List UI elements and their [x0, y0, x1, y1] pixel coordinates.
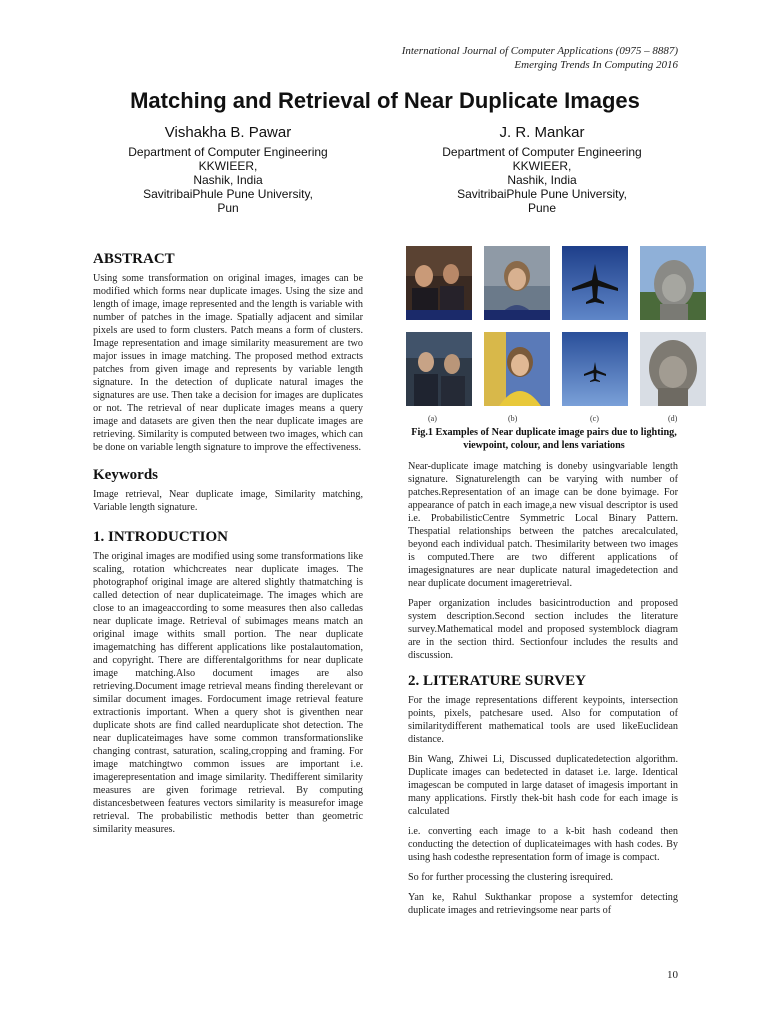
paragraph: Near-duplicate image matching is doneby usingvariable length signature. Signaturelength can be varying with number of patches.Representation of an image can be done byimage. For appearance of patch in each image,a new visual descriptor is used i.e. ProbabilisticCentre Symmetric Local Binary Pattern. Thespatial relationships between the patches arecalculated, beyond each individual patch. Thesimilarity between two images is computed.There are two different applications of imagesignatures are near duplicate natural imagedetection and near duplicate document imageretrieval. [408, 461, 678, 589]
author-institute: KKWIEER, [198, 159, 258, 173]
author-city: Nashik, India [193, 173, 263, 187]
page-number: 10 [667, 969, 678, 981]
author-name: J. R. Mankar [499, 124, 585, 141]
journal-name: International Journal of Computer Applications (0975 – 8887) [401, 45, 678, 57]
figure-image-a-top [406, 246, 472, 320]
figure-image-d-bottom [640, 332, 706, 406]
journal-issue: Emerging Trends In Computing 2016 [514, 59, 678, 71]
paragraph: For the image representations different keypoints, intersection points, pixels, patchesare used. Also for computation of similaritydifferent mathematical tools are used likeEuclidean distance. [408, 695, 678, 745]
author-name: Vishakha B. Pawar [164, 124, 292, 141]
figure-1 [404, 246, 684, 422]
keywords-text: Image retrieval, Near duplicate image, Similarity matching, Variable length signature. [93, 489, 363, 513]
literature-survey-heading: 2. LITERATURE SURVEY [408, 673, 586, 689]
keywords-heading: Keywords [93, 467, 158, 483]
author-university-tail: Pun [217, 201, 239, 215]
right-column [408, 460, 678, 924]
paragraph: i.e. converting each image to a k-bit hash codeand then conducting the detection of duplicateimages with hash codes. By using hash codesthe representation form of image is compact. [408, 826, 678, 863]
figure-caption: Fig.1 Examples of Near duplicate image pairs due to lighting, viewpoint, colour, and lens variations [411, 427, 677, 451]
author-institute: KKWIEER, [512, 159, 572, 173]
author-block-1 [78, 124, 378, 215]
figure-image-c-top [562, 246, 628, 320]
figure-label-d: (d) [668, 414, 678, 423]
author-department: Department of Computer Engineering [442, 145, 642, 159]
figure-label-c: (c) [590, 414, 599, 423]
left-column [93, 250, 363, 843]
figure-image-b-bottom [484, 332, 550, 406]
paper-title: Matching and Retrieval of Near Duplicate Images [130, 88, 640, 113]
author-university-tail: Pune [527, 201, 557, 215]
author-block-2 [392, 124, 692, 215]
introduction-heading: 1. INTRODUCTION [93, 529, 229, 545]
author-university: SavitribaiPhule Pune University, [457, 187, 627, 201]
journal-header [402, 44, 678, 72]
figure-label-a: (a) [428, 414, 437, 423]
abstract-text: Using some transformation on original images, images can be modified which forms near duplicate images. Using the size and length of image, image represented and the length is variable with number of patches in the image. Spatially adjacent and similar pixels are used to form clusters. Patch means a form of clusters. Image representation and image similarity measurement are two major issues in image matching. The proposed method extracts patches from given image and represents by variable length signature. In the detection of duplicate natural images the signatures are use. Then take a decision for images are duplicates or not. The retrieval of near duplicate images means a query image and datasets are given then the near duplicate images are retrieving. Similarity is computed between two images, which can be done on variable length signature to improve the effectiveness. [93, 273, 363, 453]
figure-image-c-bottom [562, 332, 628, 406]
paragraph: Bin Wang, Zhiwei Li, Discussed duplicatedetection algorithm. Duplicate images can bedetected in dataset i.e. large. Identical imagescan be computed in large dataset of imagesis important in many applications. Firstly thek-bit hash code for each image is calculated [408, 754, 678, 817]
figure-image-a-bottom [406, 332, 472, 406]
paragraph: Paper organization includes basicintroduction and proposed system description.Second section includes the literature survey.Mathematical model and proposed systemblock diagram are in the section third. Sectionfour includes the results and discussion. [408, 598, 678, 661]
figure-image-d-top [640, 246, 706, 320]
introduction-text: The original images are modified using some transformations like scaling, rotation whichcreates near duplicate images. The photographof original image are altered slightly thatmatching is called detection of near duplicateimage. The images which are close to an imageaccording to some measures then also calledas near duplicate image. Retrieval of subimages means match an original image withits small portion. The near duplicate imagematching has different applications like postalautomation, and copyright. There are differentalgorithms for near duplicate image matching.Also document images are also retrieving.Document image retrieval means finding therelevant or similar document images. Fordocument image retrieval feature extractionis important. When a query shot is giventhen near duplicate shots are find called nearduplicate shot detection. The near duplicateimages have some common transformationslike changing contrast, saturation, scaling,cropping and framing. For image matchingtwo common issues are important i.e. imagerepresentation and image similarity. Thedifferent similarity measures are given forimage retrieval. By computing distancesbetween features vectors similarity is measurefor image retrieval. The probabilistic methodis better than geometric similarity measures. [93, 551, 363, 835]
abstract-heading: ABSTRACT [93, 251, 175, 267]
figure-image-b-top [484, 246, 550, 320]
figure-label-b: (b) [508, 414, 518, 423]
paragraph: Yan ke, Rahul Sukthankar propose a systemfor detecting duplicate images and retrievingsome near parts of [408, 892, 678, 916]
author-university: SavitribaiPhule Pune University, [143, 187, 313, 201]
author-department: Department of Computer Engineering [128, 145, 328, 159]
paragraph: So for further processing the clustering isrequired. [408, 872, 614, 883]
author-city: Nashik, India [507, 173, 577, 187]
